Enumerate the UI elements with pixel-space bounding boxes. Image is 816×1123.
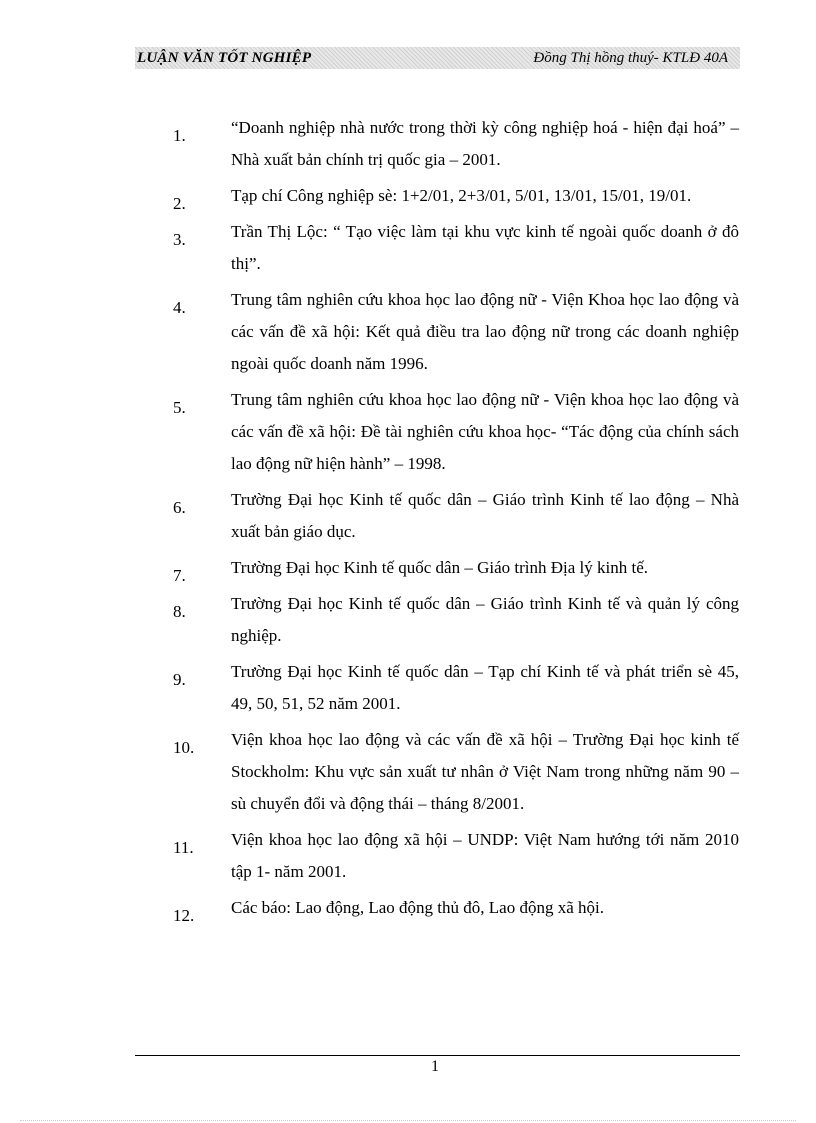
- reference-number: 12.: [173, 906, 195, 925]
- reference-item: [0, 112, 816, 176]
- page-bottom-border: [20, 1120, 796, 1121]
- reference-item: [0, 284, 816, 380]
- reference-number: 2.: [173, 194, 186, 213]
- reference-number: 6.: [173, 498, 186, 517]
- reference-item: [0, 724, 816, 820]
- reference-number: 9.: [173, 670, 186, 689]
- reference-text: Các báo: Lao động, Lao động thủ đô, Lao động xã hội.: [231, 898, 604, 917]
- reference-text: “Doanh nghiệp nhà nước trong thời kỳ công nghiệp hoá - hiện đại hoá” – Nhà xuất bản chính trị quốc gia – 2001.: [231, 118, 739, 169]
- reference-number: 8.: [173, 602, 186, 621]
- reference-number: 11.: [173, 838, 194, 857]
- reference-item: [0, 552, 816, 584]
- reference-text: Trung tâm nghiên cứu khoa học lao động nữ - Viện khoa học lao động và các vấn đề xã hội: Đề tài nghiên cứu khoa học- “Tác động của chính sách lao động nữ hiện hành” – 1998.: [231, 390, 739, 473]
- reference-text: Trung tâm nghiên cứu khoa học lao động nữ - Viện Khoa học lao động và các vấn đề xã hội: Kết quả điều tra lao động nữ trong các doanh nghiệp ngoài quốc doanh năm 1996.: [231, 290, 739, 373]
- page-number: 1: [431, 1058, 439, 1075]
- reference-item: [0, 892, 816, 924]
- reference-text: Trần Thị Lộc: “ Tạo việc làm tại khu vực kinh tế ngoài quốc doanh ở đô thị”.: [231, 222, 739, 273]
- reference-number: 1.: [173, 126, 186, 145]
- reference-list: [0, 112, 816, 928]
- reference-text: Viện khoa học lao động và các vấn đề xã hội – Trường Đại học kinh tế Stockholm: Khu vực sản xuất tư nhân ở Việt Nam trong những năm 90 – sù chuyển đổi và động thái – tháng 8/2001.: [231, 730, 739, 813]
- reference-item: [0, 588, 816, 652]
- reference-text: Trường Đại học Kinh tế quốc dân – Tạp chí Kinh tế và phát triển sè 45, 49, 50, 51, 52 năm 2001.: [231, 662, 739, 713]
- reference-text: Trường Đại học Kinh tế quốc dân – Giáo trình Kinh tế lao động – Nhà xuất bản giáo dục.: [231, 490, 739, 541]
- reference-item: [0, 824, 816, 888]
- reference-number: 3.: [173, 230, 186, 249]
- header-author: Đồng Thị hồng thuý- KTLĐ 40A: [533, 49, 728, 66]
- reference-item: [0, 180, 816, 212]
- page-header: [135, 47, 740, 69]
- reference-number: 10.: [173, 738, 195, 757]
- reference-number: 7.: [173, 566, 186, 585]
- header-thesis-title: LUẬN VĂN TỐT NGHIỆP: [137, 49, 312, 66]
- reference-item: [0, 216, 816, 280]
- reference-item: [0, 384, 816, 480]
- reference-number: 5.: [173, 398, 186, 417]
- reference-text: Trường Đại học Kinh tế quốc dân – Giáo trình Địa lý kinh tế.: [231, 558, 649, 577]
- reference-text: Viện khoa học lao động xã hội – UNDP: Việt Nam hướng tới năm 2010 tập 1- năm 2001.: [231, 830, 739, 881]
- reference-item: [0, 656, 816, 720]
- reference-text: Trường Đại học Kinh tế quốc dân – Giáo trình Kinh tế và quản lý công nghiệp.: [231, 594, 739, 645]
- reference-number: 4.: [173, 298, 186, 317]
- footer-divider: [135, 1055, 740, 1056]
- reference-item: [0, 484, 816, 548]
- reference-text: Tạp chí Công nghiệp sè: 1+2/01, 2+3/01, 5/01, 13/01, 15/01, 19/01.: [231, 186, 692, 205]
